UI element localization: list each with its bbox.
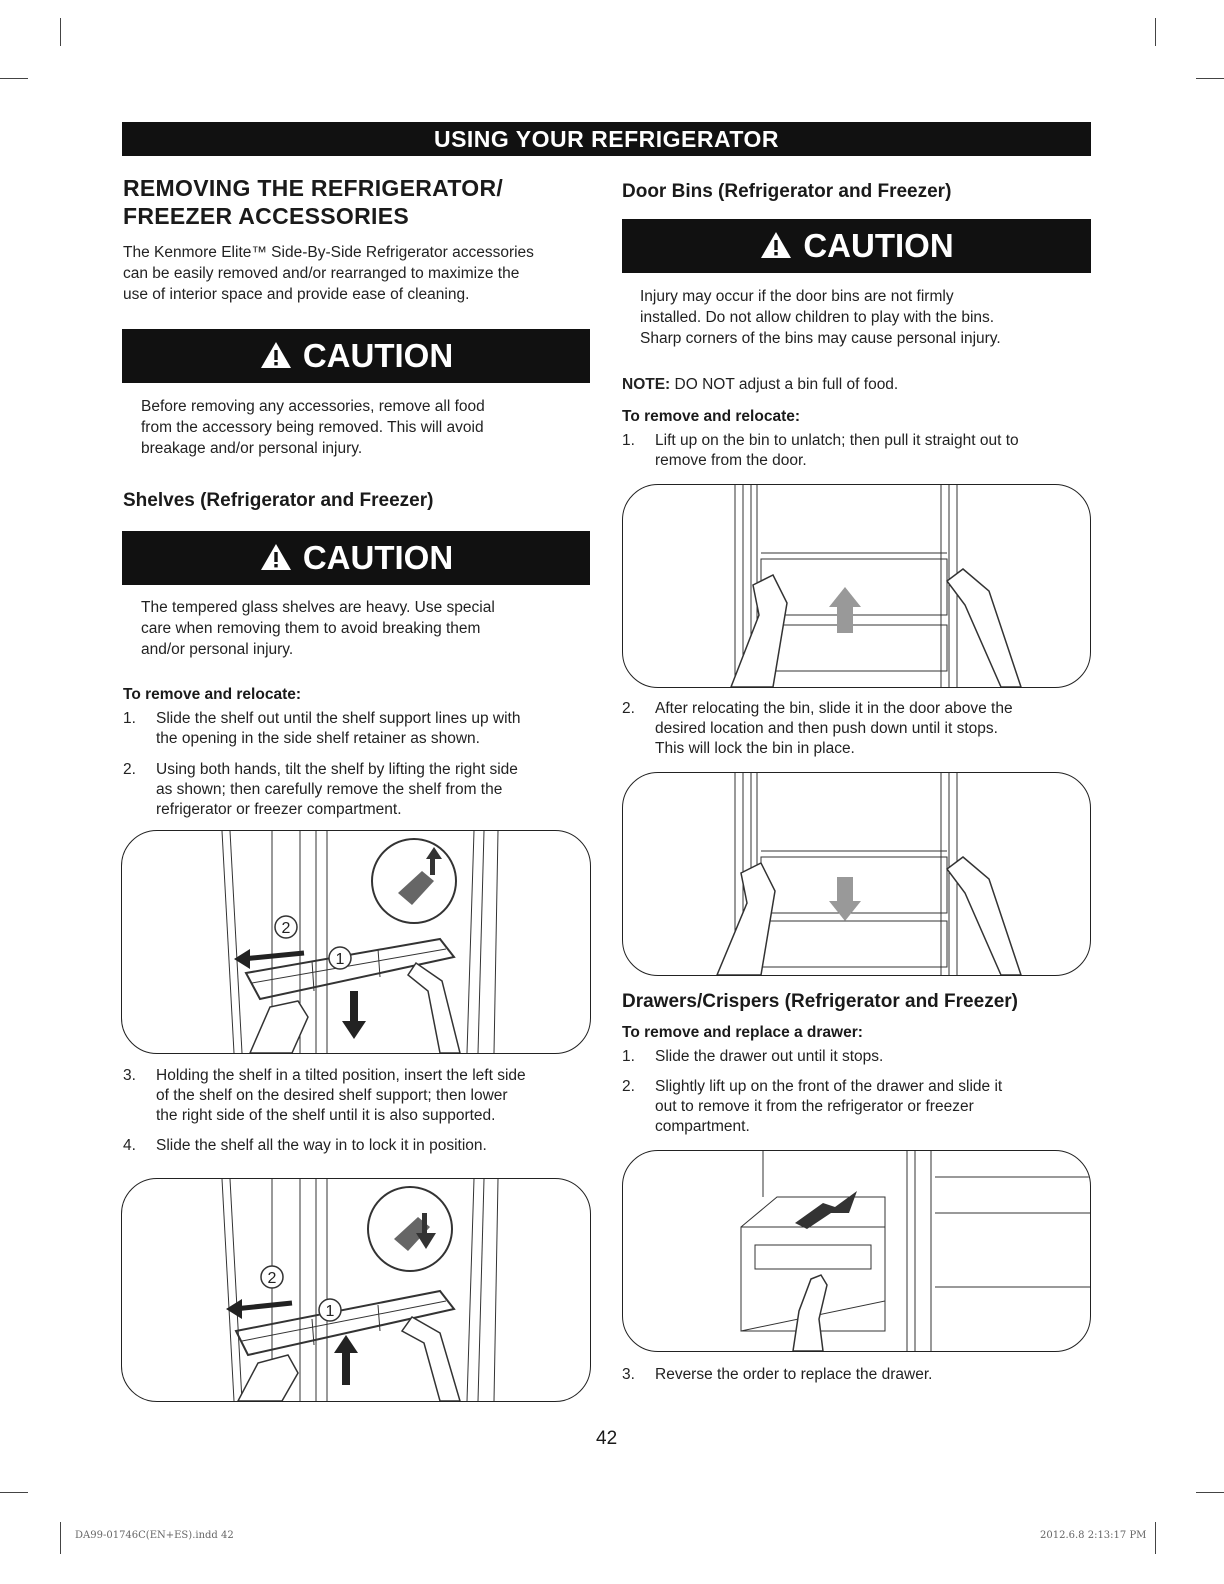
caution-label: CAUTION [302, 337, 454, 374]
note-text: DO NOT adjust a bin full of food. [670, 376, 899, 393]
step-line: Slide the shelf out until the shelf support lines up with [156, 710, 521, 727]
step-number: 1. [622, 1048, 635, 1065]
step-line: the opening in the side shelf retainer as shown. [156, 730, 480, 747]
callout-1: 1 [325, 1303, 335, 1320]
step-line: desired location and then push down until it stops. [655, 720, 998, 737]
crop-mark [1196, 1492, 1224, 1493]
caution-line: Sharp corners of the bins may cause personal injury. [640, 330, 1001, 347]
step-line: Using both hands, tilt the shelf by lifting the right side [156, 761, 518, 778]
intro-text [123, 242, 593, 305]
step-line: as shown; then carefully remove the shelf from the [156, 781, 503, 798]
caution-banner-2 [122, 531, 590, 585]
step-line: After relocating the bin, slide it in the door above the [655, 700, 1013, 717]
shelves-heading: Shelves (Refrigerator and Freezer) [123, 490, 434, 511]
step-line: Reverse the order to replace the drawer. [655, 1366, 933, 1383]
section-banner: USING YOUR REFRIGERATOR [122, 122, 1091, 156]
caution-banner-3 [622, 219, 1091, 273]
step-number: 2. [622, 1078, 635, 1095]
step-line: compartment. [655, 1118, 750, 1135]
footer-file-slug: DA99-01746C(EN+ES).indd 42 [75, 1530, 234, 1541]
intro-line: The Kenmore Elite™ Side-By-Side Refrigerator accessories [123, 244, 534, 261]
step-number: 1. [123, 710, 136, 727]
caution-text-3 [640, 286, 1090, 349]
caution-line: The tempered glass shelves are heavy. Use special [141, 599, 495, 616]
door-bin-push-illustration [622, 772, 1091, 976]
step-text [156, 1136, 596, 1156]
crop-mark [1196, 78, 1224, 79]
warning-icon [259, 542, 293, 572]
step-line: Lift up on the bin to unlatch; then pull it straight out to [655, 432, 1019, 449]
step-line: Holding the shelf in a tilted position, insert the left side [156, 1067, 526, 1084]
callout-1: 1 [335, 951, 345, 968]
note [622, 374, 1092, 395]
caution-label: CAUTION [302, 539, 454, 576]
step-number: 2. [123, 761, 136, 778]
caution-line: Before removing any accessories, remove all food [141, 398, 485, 415]
crop-mark [60, 18, 61, 46]
step-line: the right side of the shelf until it is also supported. [156, 1107, 496, 1124]
step-line: remove from the door. [655, 452, 807, 469]
step-line: out to remove it from the refrigerator or freezer [655, 1098, 974, 1115]
step-text [156, 760, 596, 820]
caution-text-2 [141, 597, 581, 660]
step-number: 4. [123, 1137, 136, 1154]
callout-2: 2 [281, 920, 291, 937]
caution-line: breakage and/or personal injury. [141, 440, 363, 457]
step-number: 1. [622, 432, 635, 449]
step-line: of the shelf on the desired shelf support; then lower [156, 1087, 508, 1104]
warning-icon [759, 230, 793, 260]
step-line: Slightly lift up on the front of the drawer and slide it [655, 1078, 1003, 1095]
step-text [655, 1077, 1095, 1137]
intro-line: use of interior space and provide ease of cleaning. [123, 286, 470, 303]
step-text [655, 1047, 1095, 1067]
step-text [655, 1365, 1095, 1385]
caution-text-1 [141, 396, 581, 459]
caution-line: installed. Do not allow children to play with the bins. [640, 309, 995, 326]
caution-label: CAUTION [803, 227, 954, 264]
callout-2: 2 [267, 1270, 277, 1287]
drawers-heading: Drawers/Crispers (Refrigerator and Freezer) [622, 991, 1018, 1012]
step-line: refrigerator or freezer compartment. [156, 801, 402, 818]
step-text [156, 1066, 596, 1126]
step-number: 3. [622, 1366, 635, 1383]
step-line: Slide the drawer out until it stops. [655, 1048, 884, 1065]
door-bin-lift-illustration [622, 484, 1091, 688]
drawer-removal-illustration [622, 1150, 1091, 1352]
caution-line: care when removing them to avoid breaking them [141, 620, 481, 637]
caution-line: and/or personal injury. [141, 641, 294, 658]
intro-line: can be easily removed and/or rearranged to maximize the [123, 265, 520, 282]
door-bins-heading: Door Bins (Refrigerator and Freezer) [622, 181, 952, 202]
step-line: Slide the shelf all the way in to lock it in position. [156, 1137, 487, 1154]
step-text [655, 699, 1095, 759]
remove-relocate-heading-bins: To remove and relocate: [622, 408, 801, 425]
page-number: 42 [596, 1428, 618, 1449]
crop-mark [0, 78, 28, 79]
note-label: NOTE: [622, 376, 671, 393]
caution-line: from the accessory being removed. This will avoid [141, 419, 484, 436]
crop-mark [0, 1492, 28, 1493]
crop-mark [1155, 1522, 1156, 1554]
crop-mark [1155, 18, 1156, 46]
step-number: 2. [622, 700, 635, 717]
step-text [156, 709, 596, 749]
remove-relocate-heading: To remove and relocate: [123, 686, 302, 703]
crop-mark [60, 1522, 61, 1554]
shelf-removal-illustration [121, 830, 591, 1054]
footer-timestamp: 2012.6.8 2:13:17 PM [1040, 1530, 1147, 1541]
shelf-insert-illustration [121, 1178, 591, 1402]
step-number: 3. [123, 1067, 136, 1084]
remove-replace-drawer-heading: To remove and replace a drawer: [622, 1024, 863, 1041]
caution-line: Injury may occur if the door bins are not firmly [640, 288, 954, 305]
caution-banner-1 [122, 329, 590, 383]
page-title-line2: FREEZER ACCESSORIES [123, 203, 410, 229]
page-title-line1: REMOVING THE REFRIGERATOR/ [123, 175, 504, 201]
step-line: This will lock the bin in place. [655, 740, 855, 757]
warning-icon [259, 340, 293, 370]
step-text [655, 431, 1095, 471]
